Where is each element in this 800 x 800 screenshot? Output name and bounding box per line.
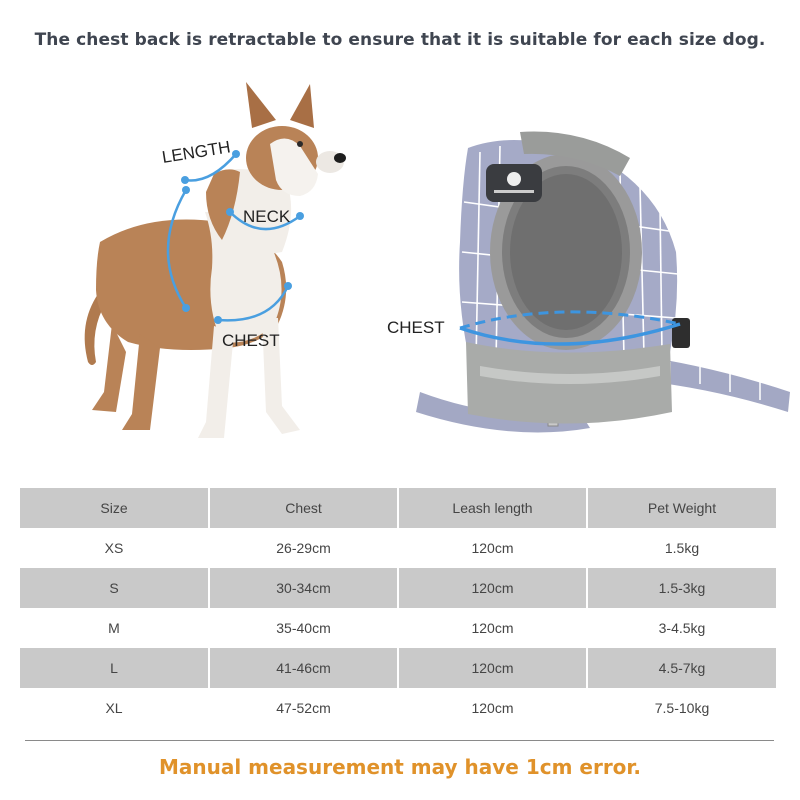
cell-leash-length: 120cm: [398, 608, 587, 648]
cell-size: S: [20, 568, 209, 608]
header-chest: Chest: [209, 488, 398, 528]
cell-size: XS: [20, 528, 209, 568]
cell-pet-weight: 4.5-7kg: [587, 648, 776, 688]
cell-leash-length: 120cm: [398, 688, 587, 728]
dog-chest-label: CHEST: [222, 331, 280, 350]
cell-pet-weight: 1.5-3kg: [587, 568, 776, 608]
table-header-row: [20, 488, 776, 528]
cell-chest: 41-46cm: [209, 648, 398, 688]
cell-leash-length: 120cm: [398, 568, 587, 608]
dog-image: [85, 82, 346, 438]
table-row: [20, 688, 776, 728]
cell-leash-length: 120cm: [398, 528, 587, 568]
cell-chest: 30-34cm: [209, 568, 398, 608]
cell-leash-length: 120cm: [398, 648, 587, 688]
divider: [25, 740, 774, 741]
harness-chest-label: CHEST: [387, 318, 445, 337]
table-row: [20, 568, 776, 608]
cell-pet-weight: 1.5kg: [587, 528, 776, 568]
length-label: LENGTH: [160, 137, 232, 167]
cell-chest: 47-52cm: [209, 688, 398, 728]
header-size: Size: [20, 488, 209, 528]
table-row: [20, 648, 776, 688]
cell-size: M: [20, 608, 209, 648]
cell-chest: 35-40cm: [209, 608, 398, 648]
product-illustration: [0, 62, 800, 462]
header-leash-length: Leash length: [398, 488, 587, 528]
measurement-footnote: Manual measurement may have 1cm error.: [158, 755, 642, 779]
cell-size: L: [20, 648, 209, 688]
size-chart-table: [20, 488, 776, 728]
neck-label: NECK: [243, 207, 291, 226]
headline: The chest back is retractable to ensure that it is suitable for each size dog.: [34, 30, 766, 50]
cell-pet-weight: 3-4.5kg: [587, 608, 776, 648]
header-pet-weight: Pet Weight: [587, 488, 776, 528]
cell-size: XL: [20, 688, 209, 728]
table-row: [20, 608, 776, 648]
harness-image: [387, 132, 790, 433]
table-row: [20, 528, 776, 568]
cell-pet-weight: 7.5-10kg: [587, 688, 776, 728]
cell-chest: 26-29cm: [209, 528, 398, 568]
